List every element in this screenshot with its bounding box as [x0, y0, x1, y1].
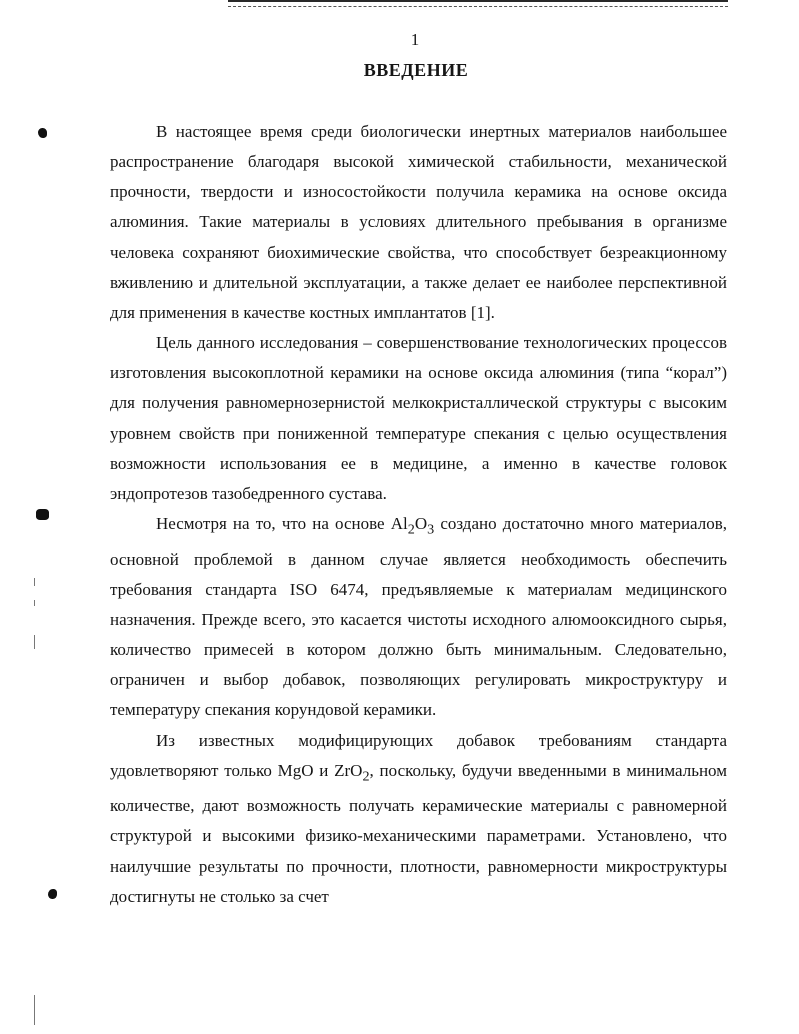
subscript: 2 [362, 768, 370, 785]
scan-edge-artifact [34, 600, 35, 606]
scan-edge-artifact [34, 578, 35, 586]
paragraph-intro [110, 117, 727, 328]
document-body [110, 117, 727, 912]
paragraph-goal [110, 328, 727, 509]
paragraph-text: создано достаточно много материалов, основной проблемой в данном случае является необходимость обеспечить требования стандарта ISO 6474, предъявляемые к материалам медицинского назначения. Прежде всего, это касается чистоты исходного алюмооксидного сырья, количество примесей в котором должно быть минимальным. Следовательно, ограничен и выбор добавок, позволяющих регулировать микроструктуру и температуру спекания корундовой керамики. [110, 514, 727, 720]
scan-edge-artifact [34, 995, 35, 1025]
paragraph-problem [110, 509, 727, 725]
section-heading: ВВЕДЕНИЕ [363, 60, 469, 80]
top-scan-rule [228, 0, 728, 7]
paragraph-text: Несмотря на то, что на основе Al [156, 514, 408, 534]
paragraph-text: Цель данного исследования – совершенствование технологических процессов изготовления высокоплотной керамики на основе оксида алюминия (типа “корал”) для получения равномернозернистой мелкокристаллической структуры с высоким уровнем свойств при пониженной температуре спекания с целью осуществления возможности использования ее в медицине, а именно в качестве головок эндопротезов тазобедренного сустава. [110, 333, 727, 503]
paragraph-text: Из известных модифицирующих добавок требованиям стандарта удовлетворяют только MgO и ZrO [110, 730, 727, 780]
binding-hole-mark [38, 128, 47, 138]
binding-hole-mark [48, 889, 57, 899]
page-number: 1 [410, 30, 420, 49]
scan-edge-artifact [34, 635, 35, 649]
formula-part: O [414, 514, 428, 534]
paragraph-text: В настоящее время среди биологически инертных материалов наибольшее распространение благодаря высокой химической стабильности, механической прочности, твердости и износостойкости получила керамика на основе оксида алюминия. Такие материалы в условиях длительного пребывания в организме человека сохраняют биохимические свойства, что способствует безреакционному вживлению и длительной эксплуатации, а также делает ее наиболее перспективной для применения в качестве костных имплантатов [1]. [110, 122, 727, 322]
subscript: 2 [407, 521, 415, 538]
subscript: 3 [427, 521, 435, 538]
paragraph-text: , поскольку, будучи введенными в минимальном количестве, дают возможность получать керамические материалы с равномерной структурой и высокими физико-механическими параметрами. Установлено, что наилучшие результаты по прочности, плотности, равномерности микроструктуры достигнуты не столько за счет [110, 760, 727, 906]
binding-hole-mark [36, 509, 49, 520]
paragraph-additives [110, 726, 727, 912]
